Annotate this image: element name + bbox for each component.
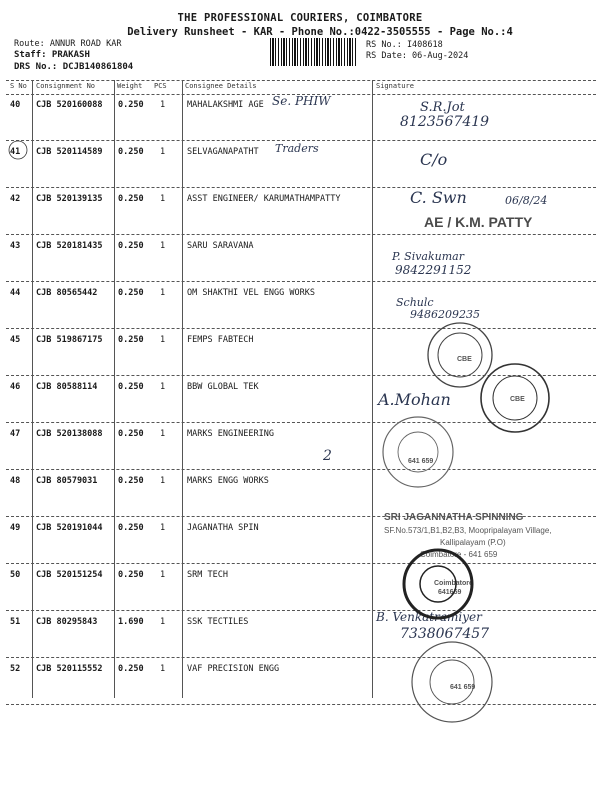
row-sno: 47 [10, 429, 21, 439]
row-consignee: JAGANATHA SPIN [187, 523, 259, 533]
row-rule [6, 187, 596, 188]
header-top-rule [6, 80, 596, 81]
row-weight: 1.690 [118, 617, 144, 627]
row-pcs: 1 [160, 194, 166, 204]
row-rule [6, 375, 596, 376]
row-sno: 42 [10, 194, 21, 204]
row-sno: 51 [10, 617, 21, 627]
stamp-city: Coimbatore [434, 580, 473, 587]
company-seal [428, 323, 492, 387]
company-stamp-line: Kallipalayam (P.O) [440, 538, 506, 547]
col-divider [32, 80, 33, 698]
row-consignment-no: CJB 520114589 [36, 147, 103, 157]
row-sno: 46 [10, 382, 21, 392]
row-consignee: VAF PRECISION ENGG [187, 664, 280, 674]
row-consignment-no: CJB 520181435 [36, 241, 103, 251]
row-consignee: MARKS ENGINEERING [187, 429, 274, 439]
row-pcs: 1 [160, 100, 166, 110]
row-sno: 50 [10, 570, 21, 580]
row-pcs: 1 [160, 617, 166, 627]
col-divider [372, 80, 373, 698]
company-stamp-line: SRI JAGANNATHA SPINNING [384, 512, 524, 523]
row-sno: 40 [10, 100, 21, 110]
row-weight: 0.250 [118, 429, 144, 439]
row-pcs: 1 [160, 335, 166, 345]
row-pcs: 1 [160, 664, 166, 674]
row-consignment-no: CJB 80565442 [36, 288, 98, 298]
row-consignee: FEMPS FABTECH [187, 335, 254, 345]
row-sno: 43 [10, 241, 21, 251]
handwritten-phone: 9842291152 [395, 263, 472, 277]
col-divider [114, 80, 115, 698]
col-header-weight: Weight [117, 82, 143, 90]
col-header-consignee: Consignee Details [185, 82, 257, 90]
row-rule [6, 704, 596, 705]
row-rule [6, 140, 596, 141]
row-sno: 45 [10, 335, 21, 345]
row-weight: 0.250 [118, 335, 144, 345]
row-weight: 0.250 [118, 241, 144, 251]
company-seal-inner [398, 432, 438, 472]
row-rule [6, 234, 596, 235]
col-header-pcs: PCS [154, 82, 167, 90]
row-consignee: OM SHAKTHI VEL ENGG WORKS [187, 288, 315, 298]
row-rule [6, 657, 596, 658]
company-stamp-line: SF.No.573/1,B1,B2,B3, Moopripalayam Village, [384, 526, 552, 535]
handwritten-phone: 7338067457 [400, 626, 490, 642]
row-weight: 0.250 [118, 100, 144, 110]
rs-number: RS No.: I408618 [366, 40, 443, 50]
row-rule [6, 610, 596, 611]
company-title: THE PROFESSIONAL COURIERS, COIMBATORE [177, 12, 423, 24]
row-consignee: SARU SARAVANA [187, 241, 254, 251]
row-consignment-no: CJB 519867175 [36, 335, 103, 345]
handwritten-phone: 9486209235 [410, 308, 480, 321]
company-seal [412, 642, 492, 722]
handwritten-signature: Schulc [396, 296, 434, 309]
row-pcs: 1 [160, 288, 166, 298]
stamp-pin: CBE [457, 356, 472, 363]
row-consignee: ASST ENGINEER/ KARUMATHAMPATTY [187, 194, 341, 204]
row-weight: 0.250 [118, 664, 144, 674]
handwritten-note: Se. PHIW [272, 94, 331, 108]
rs-date: RS Date: 06-Aug-2024 [366, 51, 469, 61]
stamp-pin: CBE [510, 396, 525, 403]
row-rule [6, 328, 596, 329]
company-seal-inner [438, 333, 482, 377]
stamp-pin: 641 659 [450, 684, 476, 691]
row-weight: 0.250 [118, 288, 144, 298]
row-consignee: SRM TECH [187, 570, 228, 580]
drs-number: DRS No.: DCJB140861804 [14, 62, 134, 72]
row-sno: 49 [10, 523, 21, 533]
col-header-consignment: Consignment No [36, 82, 96, 90]
row-rule [6, 563, 596, 564]
rubber-stamp-text: AE / K.M. PATTY [424, 214, 533, 230]
row-rule [6, 469, 596, 470]
row-sno: 52 [10, 664, 21, 674]
handwritten-note: Traders [275, 142, 319, 155]
row-pcs: 1 [160, 523, 166, 533]
row-pcs: 1 [160, 241, 166, 251]
handwritten-phone: 8123567419 [400, 114, 490, 130]
handwritten-signature: S.R.Jot [420, 100, 465, 115]
col-divider [182, 80, 183, 698]
row-weight: 0.250 [118, 570, 144, 580]
row-weight: 0.250 [118, 382, 144, 392]
handwritten-signature: A.Mohan [378, 390, 451, 409]
row-consignee: MARKS ENGG WORKS [187, 476, 269, 486]
row-weight: 0.250 [118, 194, 144, 204]
row-consignment-no: CJB 80579031 [36, 476, 98, 486]
row-pcs: 1 [160, 570, 166, 580]
company-seal [383, 417, 453, 487]
row-rule [6, 422, 596, 423]
row-consignee: SSK TECTILES [187, 617, 249, 627]
handwritten-date: 06/8/24 [505, 194, 548, 207]
row-sno: 44 [10, 288, 21, 298]
company-seal-inner [430, 660, 474, 704]
runsheet-title: Delivery Runsheet - KAR - Phone No.:0422-3505555 - Page No.:4 [127, 26, 513, 38]
row-pcs: 1 [160, 429, 166, 439]
handwritten-signature: C/o [420, 150, 448, 169]
barcode [270, 38, 358, 66]
staff-label: Staff: PRAKASH [14, 50, 90, 60]
row-consignment-no: CJB 520139135 [36, 194, 103, 204]
row-consignment-no: CJB 80588114 [36, 382, 98, 392]
col-header-signature: Signature [376, 82, 414, 90]
handwritten-signature: P. Sivakumar [392, 250, 464, 263]
row-consignment-no: CJB 520138088 [36, 429, 103, 439]
route-label: Route: ANNUR ROAD KAR [14, 39, 122, 49]
handwritten-signature: B. Venkatramiyer [376, 610, 482, 624]
handwritten-signature: C. Swn [410, 188, 467, 207]
row-consignment-no: CJB 520115552 [36, 664, 103, 674]
row-weight: 0.250 [118, 476, 144, 486]
row-pcs: 1 [160, 382, 166, 392]
row-weight: 0.250 [118, 523, 144, 533]
row-consignment-no: CJB 520151254 [36, 570, 103, 580]
row-consignment-no: CJB 520160088 [36, 100, 103, 110]
handwritten-mark: 2 [323, 448, 332, 464]
row-consignee: MAHALAKSHMI AGE [187, 100, 264, 110]
row-consignment-no: CJB 520191044 [36, 523, 103, 533]
col-header-sno: S No [10, 82, 27, 90]
row-sno: 41 [10, 147, 21, 157]
row-pcs: 1 [160, 476, 166, 486]
row-consignment-no: CJB 80295843 [36, 617, 98, 627]
row-consignee: SELVAGANAPATHT [187, 147, 259, 157]
company-stamp-line: Coimbatore - 641 659 [420, 550, 498, 559]
row-rule [6, 281, 596, 282]
row-weight: 0.250 [118, 147, 144, 157]
row-consignee: BBW GLOBAL TEK [187, 382, 259, 392]
stamp-pin: 641659 [438, 589, 462, 596]
row-pcs: 1 [160, 147, 166, 157]
stamp-pin: 641 659 [408, 458, 434, 465]
row-sno: 48 [10, 476, 21, 486]
